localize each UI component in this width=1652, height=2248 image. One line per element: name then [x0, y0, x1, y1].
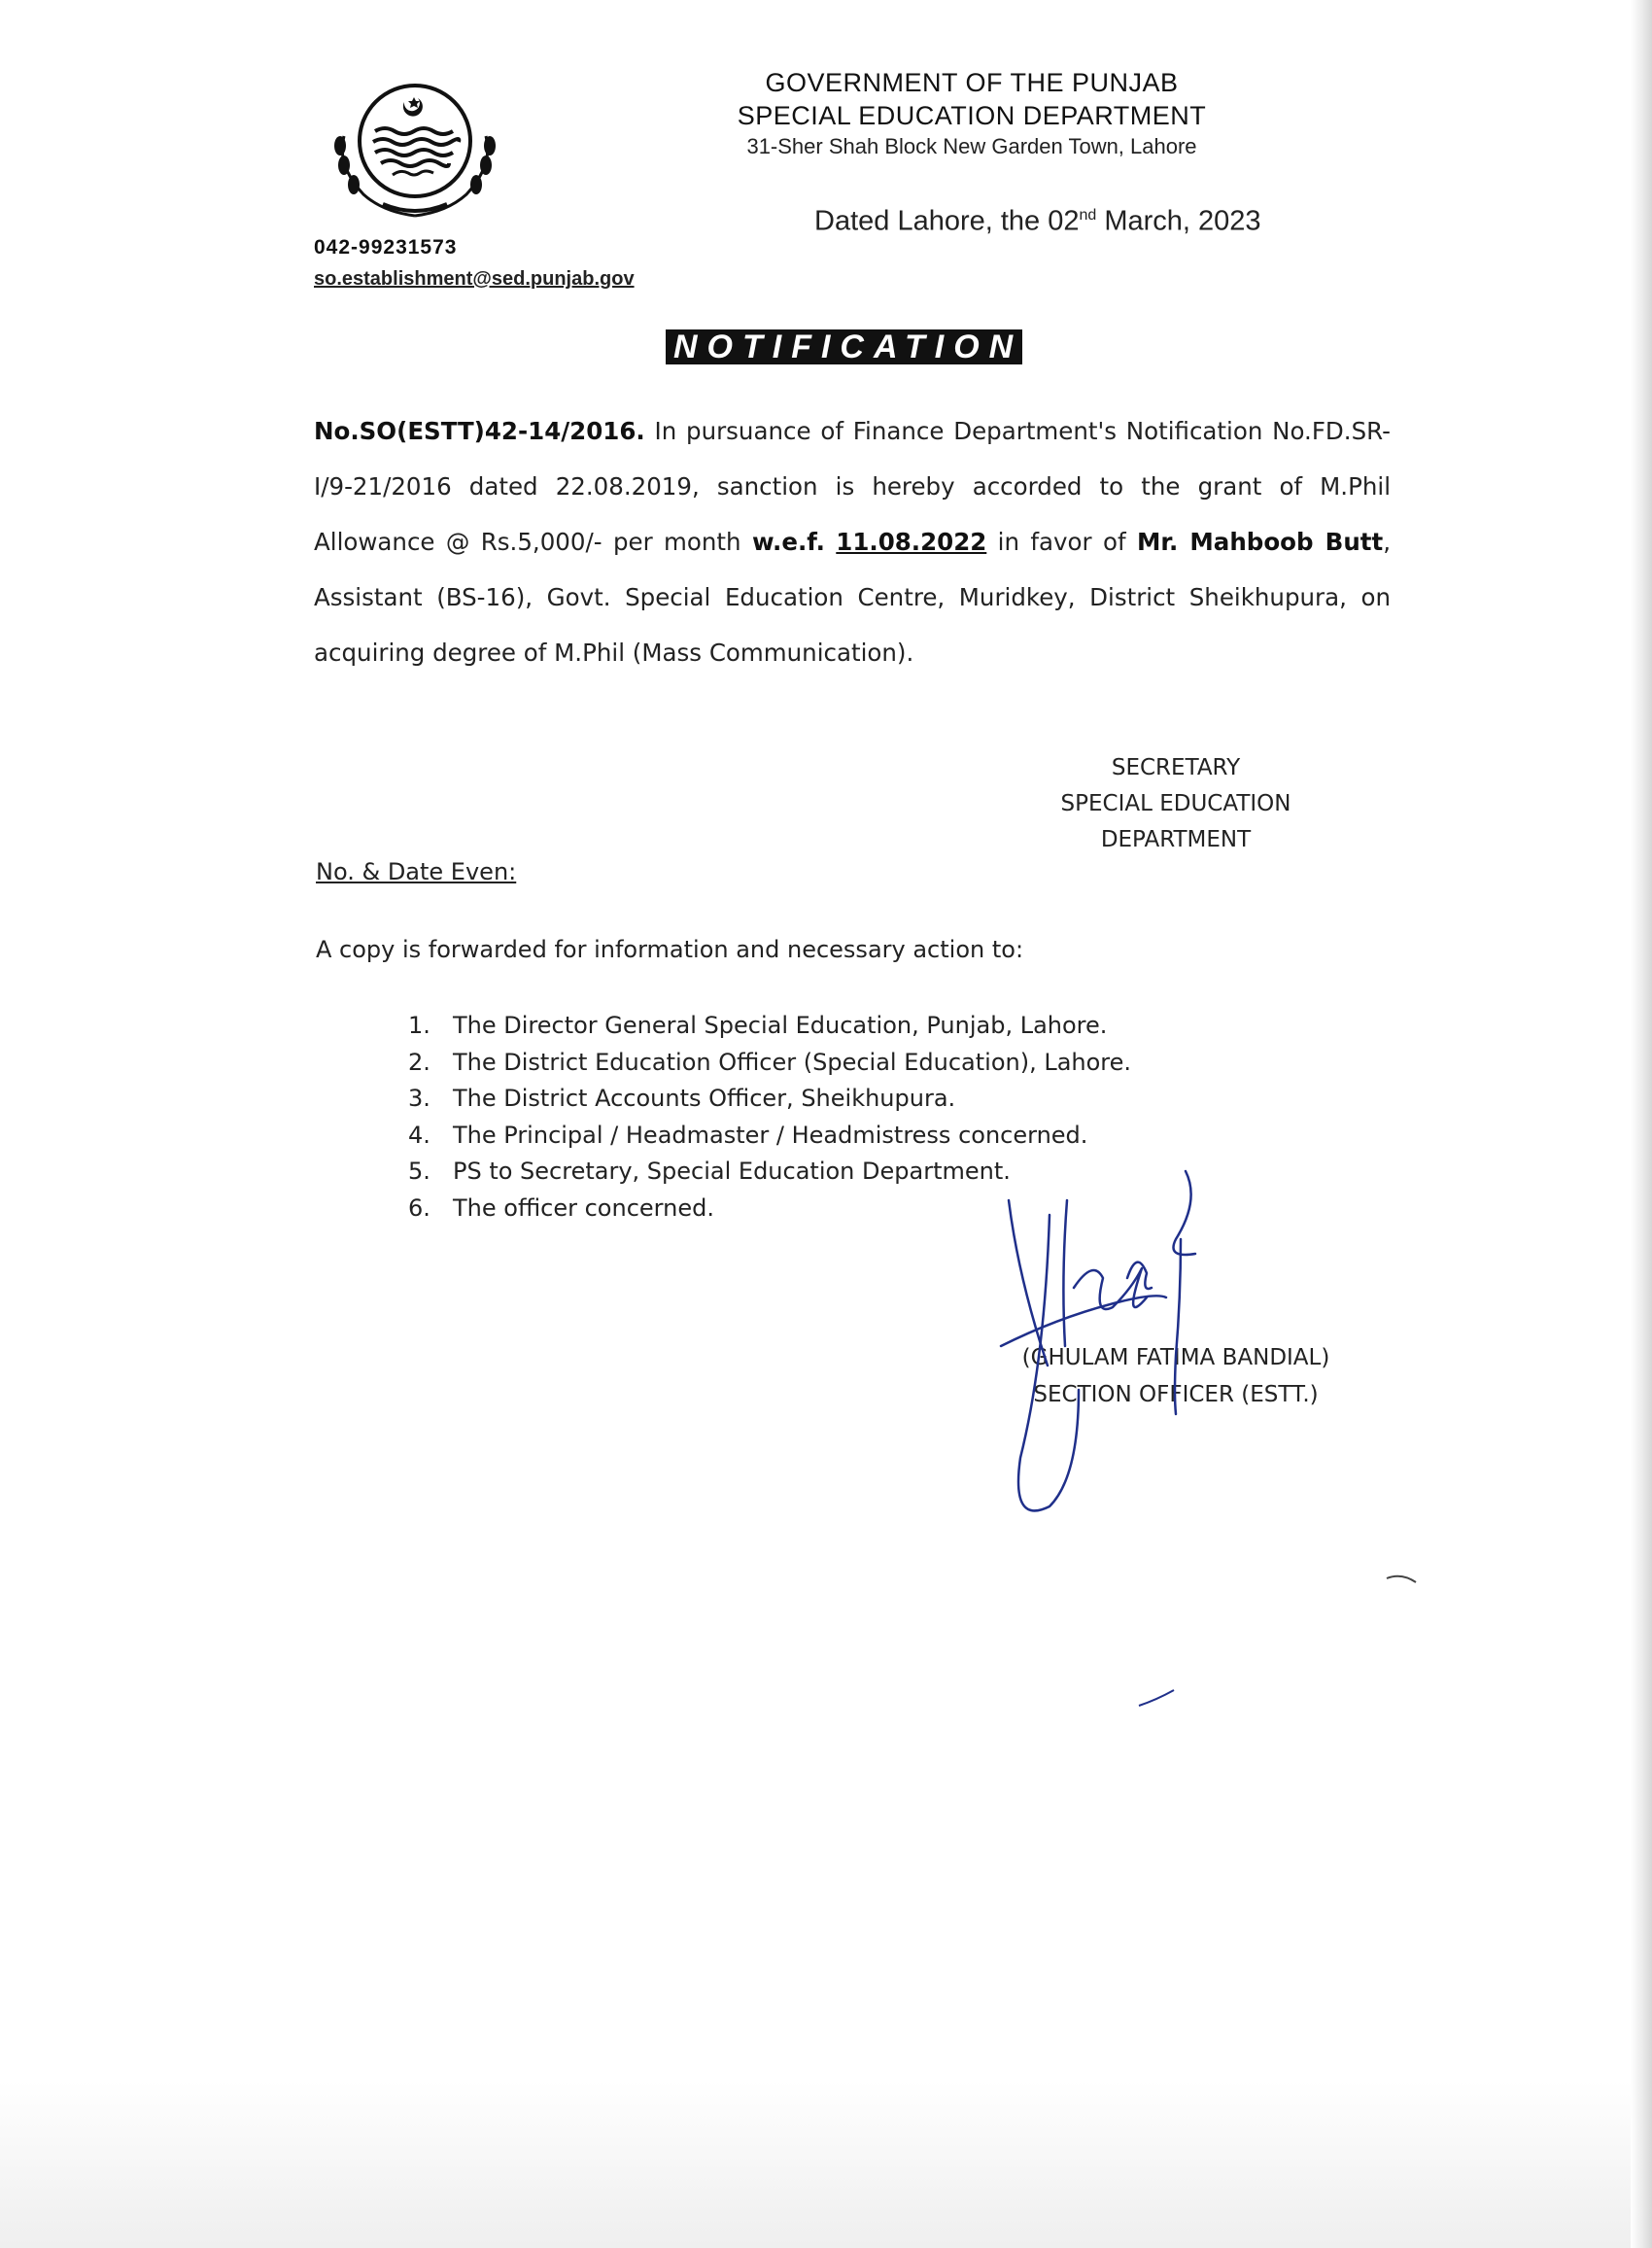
wef-date: 11.08.2022	[836, 528, 987, 556]
list-item: 3. The District Accounts Officer, Sheikhupura.	[408, 1085, 956, 1112]
list-item: 1. The Director General Special Education, Punjab, Lahore.	[408, 1012, 1108, 1039]
list-item: 2. The District Education Officer (Special Education), Lahore.	[408, 1048, 1132, 1076]
government-title: GOVERNMENT OF THE PUNJAB	[765, 68, 1179, 97]
no-date-even: No. & Date Even:	[316, 858, 517, 885]
department-title: SPECIAL EDUCATION DEPARTMENT	[737, 101, 1207, 130]
list-item: 6. The officer concerned.	[408, 1193, 714, 1222]
signature-icon	[981, 1161, 1244, 1531]
email-address: so.establishment@sed.punjab.gov	[314, 268, 635, 290]
notification-heading: NOTIFICATION	[664, 328, 1024, 366]
reference-number: No.SO(ESTT)42-14/2016.	[314, 417, 645, 445]
notification-body: No.SO(ESTT)42-14/2016. In pursuance of Finance Department's Notification No.FD.SR-I/9-21/2016 dated 22.08.2019, sanction is hereby accorded to the grant of M.Phil Allowance @ Rs.5,000/- per month w.e.f. 11.08.2022 in favor of Mr. Mahboob Butt, Assistant (BS-16), Govt. Special Education Centre, Muridkey, District Sheikhupura, on acquiring degree of M.Phil (Mass Communication).	[314, 417, 1391, 667]
officer-name: (GHULAM FATIMA BANDIAL)	[1021, 1345, 1330, 1370]
scan-mark-icon	[1385, 1573, 1419, 1584]
person-name: Mr. Mahboob Butt	[1137, 528, 1384, 556]
page-edge	[1631, 0, 1652, 2248]
list-item: 4. The Principal / Headmaster / Headmistress concerned.	[408, 1121, 1088, 1149]
scan-shade	[0, 2080, 1631, 2248]
dated-line: Dated Lahore, the 02nd March, 2023	[814, 205, 1261, 237]
list-item: 5. PS to Secretary, Special Education Department.	[408, 1158, 1011, 1185]
officer-designation: SECTION OFFICER (ESTT.)	[1033, 1382, 1319, 1407]
secretary-block: SECRETARY SPECIAL EDUCATION DEPARTMENT	[1060, 755, 1291, 852]
wef-label: w.e.f.	[751, 528, 825, 556]
copy-intro: A copy is forwarded for information and necessary action to:	[316, 936, 1024, 963]
government-of-punjab-emblem-icon	[325, 78, 505, 224]
phone-number: 042-99231573	[314, 236, 458, 259]
pen-mark-icon	[1135, 1686, 1179, 1711]
department-address: 31-Sher Shah Block New Garden Town, Lahore	[746, 134, 1197, 158]
